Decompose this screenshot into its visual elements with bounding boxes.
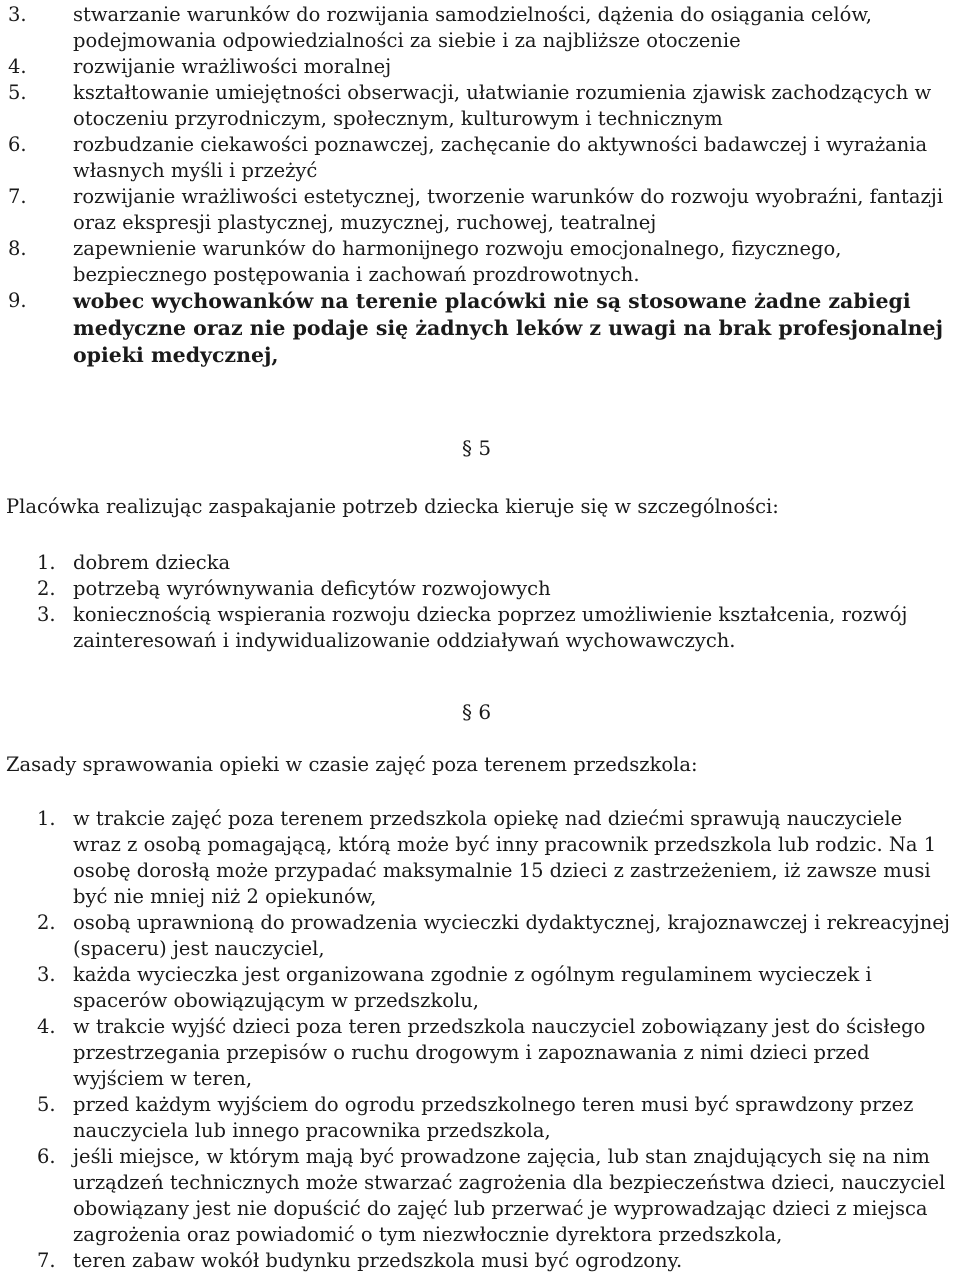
section-6-heading: § 6 [462,700,492,724]
list-item [0,184,960,236]
item-text: przed każdym wyjściem do ogrodu przedszkolnego teren musi być sprawdzony przez nauczyciela lub innego pracownika przedszkola, [73,1093,914,1142]
list-item [0,910,960,962]
list-item [0,1014,960,1092]
item-number: 6. [8,133,27,156]
goals-list [0,2,960,369]
item-text: jeśli miejsce, w którym mają być prowadzone zajęcia, lub stan znajdujących się na nim urządzeń technicznych może stwarzać zagrożenia dla bezpieczeństwa dzieci, nauczyciel obowiązany jest nie dopuścić do zajęć lub przerwać je wyprowadzając dzieci z miejsca zagrożenia oraz powiadomić o tym niezwłocznie dyrektora przedszkola, [73,1145,946,1246]
item-number: 5. [37,1093,56,1116]
item-text: rozbudzanie ciekawości poznawczej, zachęcanie do aktywności badawczej i wyrażania własnych myśli i przeżyć [73,133,928,182]
list-item [0,576,960,602]
list-item [0,550,960,576]
item-number: 7. [8,185,27,208]
item-text: teren zabaw wokół budynku przedszkola musi być ogrodzony. [73,1249,683,1272]
item-number: 1. [37,807,56,830]
list-item [0,806,960,910]
item-number: 4. [37,1015,56,1038]
item-number: 2. [37,911,56,934]
item-text: w trakcie zajęć poza terenem przedszkola opiekę nad dziećmi sprawują nauczyciele wraz z osobą pomagającą, którą może być inny pracownik przedszkola lub rodzic. Na 1 osobę dorosłą może przypadać maksymalnie 15 dzieci z zastrzeżeniem, iż zawsze musi być nie mniej niż 2 opiekunów, [73,807,937,908]
list-item [0,602,960,654]
section-6-intro: Zasady sprawowania opieki w czasie zajęć poza terenem przedszkola: [6,753,698,776]
item-number: 6. [37,1145,56,1168]
section-5-intro: Placówka realizując zaspakajanie potrzeb dziecka kieruje się w szczególności: [6,495,779,518]
list-item [0,80,960,132]
list-item-bold [0,288,960,369]
item-number: 9. [8,289,27,312]
item-text: stwarzanie warunków do rozwijania samodzielności, dążenia do osiągania celów, podejmowania odpowiedzialności za siebie i za najbliższe otoczenie [73,3,872,52]
list-item [0,1092,960,1144]
list-item [0,236,960,288]
item-text: rozwijanie wrażliwości moralnej [73,55,392,78]
needs-list [0,550,960,654]
list-item [0,1248,960,1274]
item-number: 3. [37,963,56,986]
care-rules-list [0,806,960,1274]
list-item [0,132,960,184]
item-text: koniecznością wspierania rozwoju dziecka poprzez umożliwienie kształcenia, rozwój zainteresowań i indywidualizowanie oddziaływań wychowawczych. [73,603,908,652]
section-5-heading: § 5 [462,436,492,460]
item-text: dobrem dziecka [73,551,231,574]
item-number: 8. [8,237,27,260]
item-number: 1. [37,551,56,574]
list-item [0,2,960,54]
item-text: kształtowanie umiejętności obserwacji, ułatwianie rozumienia zjawisk zachodzących w otoczeniu przyrodniczym, społecznym, kulturowym i technicznym [73,81,932,130]
item-text: każda wycieczka jest organizowana zgodnie z ogólnym regulaminem wycieczek i spacerów obowiązującym w przedszkolu, [73,963,872,1012]
item-number: 4. [8,55,27,78]
item-text: zapewnienie warunków do harmonijnego rozwoju emocjonalnego, fizycznego, bezpiecznego postępowania i zachowań prozdrowotnych. [73,237,842,286]
item-text: osobą uprawnioną do prowadzenia wycieczki dydaktycznej, krajoznawczej i rekreacyjnej (spaceru) jest nauczyciel, [73,911,950,960]
item-text: w trakcie wyjść dzieci poza teren przedszkola nauczyciel zobowiązany jest do ścisłego przestrzegania przepisów o ruchu drogowym i zapoznawania z nimi dzieci przed wyjściem w teren, [73,1015,926,1090]
list-item [0,1144,960,1248]
item-number: 7. [37,1249,56,1272]
item-text: wobec wychowanków na terenie placówki nie są stosowane żadne zabiegi medyczne oraz nie podaje się żadnych leków z uwagi na brak profesjonalnej opieki medycznej, [73,289,944,367]
item-text: rozwijanie wrażliwości estetycznej, tworzenie warunków do rozwoju wyobraźni, fantazji oraz ekspresji plastycznej, muzycznej, ruchowej, teatralnej [73,185,944,234]
item-text: potrzebą wyrównywania deficytów rozwojowych [73,577,551,600]
item-number: 3. [37,603,56,626]
item-number: 2. [37,577,56,600]
item-number: 5. [8,81,27,104]
item-number: 3. [8,3,27,26]
list-item [0,962,960,1014]
list-item [0,54,960,80]
